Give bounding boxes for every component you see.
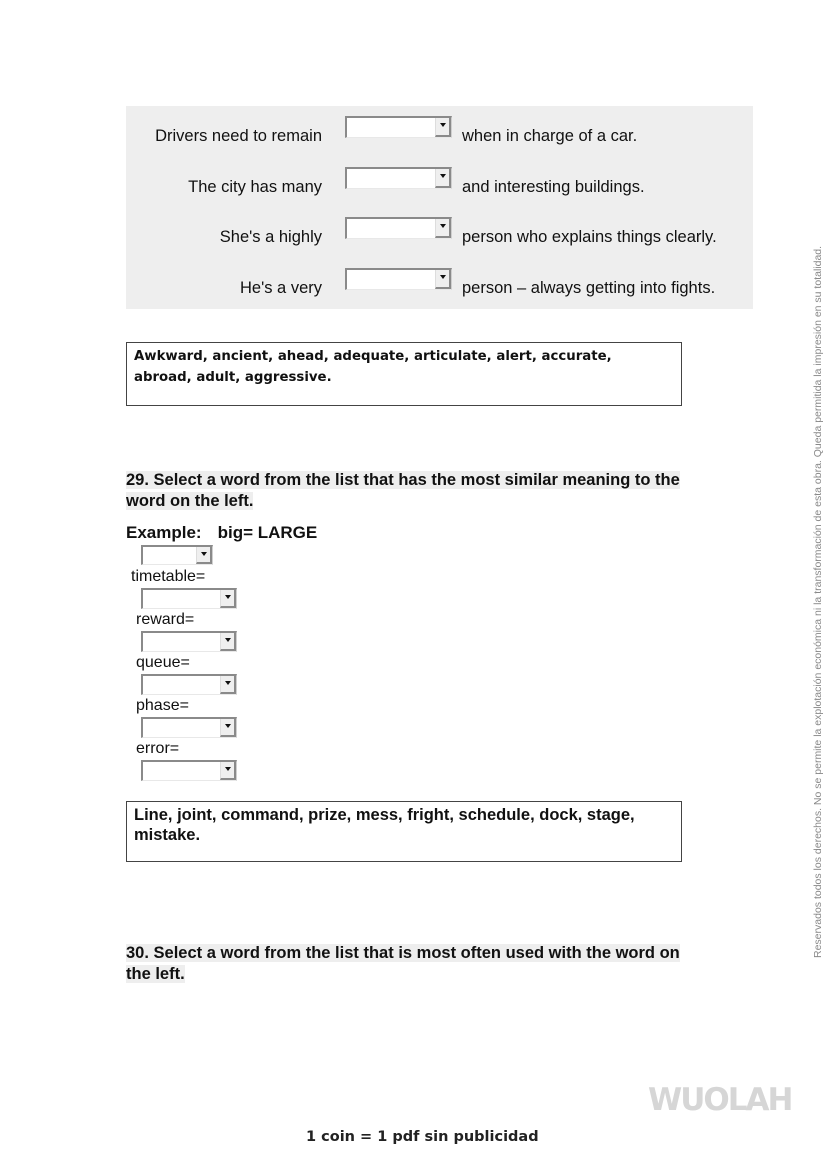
q29-answer-dropdown[interactable] xyxy=(141,588,237,609)
sentence-start: The city has many xyxy=(188,178,322,196)
q29-item-label: queue= xyxy=(136,654,190,671)
footer-note: 1 coin = 1 pdf sin publicidad xyxy=(306,1129,539,1145)
chevron-down-icon[interactable] xyxy=(435,118,451,137)
sentence-end: and interesting buildings. xyxy=(462,178,645,196)
chevron-down-icon[interactable] xyxy=(435,270,451,289)
example-label: Example: xyxy=(126,523,202,542)
example-value: big= LARGE xyxy=(217,523,318,542)
sentence-end: when in charge of a car. xyxy=(462,127,638,145)
sentence-start: She's a highly xyxy=(219,228,322,246)
answer-dropdown[interactable] xyxy=(345,268,452,290)
answer-dropdown[interactable] xyxy=(345,116,452,138)
chevron-down-icon[interactable] xyxy=(196,547,212,564)
chevron-down-icon[interactable] xyxy=(220,719,236,737)
answer-dropdown[interactable] xyxy=(345,167,452,189)
wuolah-logo: WUOLAH xyxy=(648,1082,792,1118)
q30-heading xyxy=(126,943,686,985)
chevron-down-icon[interactable] xyxy=(220,633,236,651)
q28-sentence-row xyxy=(126,112,753,145)
q29-item-label: timetable= xyxy=(131,568,206,585)
q29-heading xyxy=(126,470,686,512)
q29-example xyxy=(126,523,317,543)
sentence-end: person – always getting into fights. xyxy=(462,279,716,297)
q29-answer-dropdown[interactable] xyxy=(141,760,237,781)
sentence-end: person who explains things clearly. xyxy=(462,228,717,246)
chevron-down-icon[interactable] xyxy=(220,590,236,608)
q28-sentence-row xyxy=(126,264,753,297)
q29-item-label: reward= xyxy=(136,611,195,628)
q29-answer-dropdown[interactable] xyxy=(141,717,237,738)
answer-dropdown[interactable] xyxy=(345,217,452,239)
example-dropdown[interactable] xyxy=(141,545,213,565)
q29-answer-dropdown[interactable] xyxy=(141,674,237,695)
q28-sentences-panel xyxy=(126,106,753,309)
q28-sentence-row xyxy=(126,163,753,196)
copyright-watermark: Reservados todos los derechos. No se permite la explotación económica ni la transformación de esta obra. Queda permitida la impresión en su totalidad. xyxy=(812,245,824,958)
q29-item-label: phase= xyxy=(136,697,189,714)
q29-word-list: Line, joint, command, prize, mess, fright, schedule, dock, stage, mistake. xyxy=(126,801,682,862)
q30-heading-text: 30. Select a word from the list that is most often used with the word on the left. xyxy=(126,944,680,983)
q28-word-list: Awkward, ancient, ahead, adequate, articulate, alert, accurate, abroad, adult, aggressive. xyxy=(126,342,682,406)
chevron-down-icon[interactable] xyxy=(435,169,451,188)
chevron-down-icon[interactable] xyxy=(220,762,236,780)
sentence-start: He's a very xyxy=(239,279,322,297)
sentence-start: Drivers need to remain xyxy=(155,127,322,145)
chevron-down-icon[interactable] xyxy=(220,676,236,694)
q29-heading-text: 29. Select a word from the list that has the most similar meaning to the word on the left. xyxy=(126,471,680,510)
q28-sentence-row xyxy=(126,213,753,246)
q29-item-label: error= xyxy=(136,740,180,757)
q29-answer-dropdown[interactable] xyxy=(141,631,237,652)
chevron-down-icon[interactable] xyxy=(435,219,451,238)
